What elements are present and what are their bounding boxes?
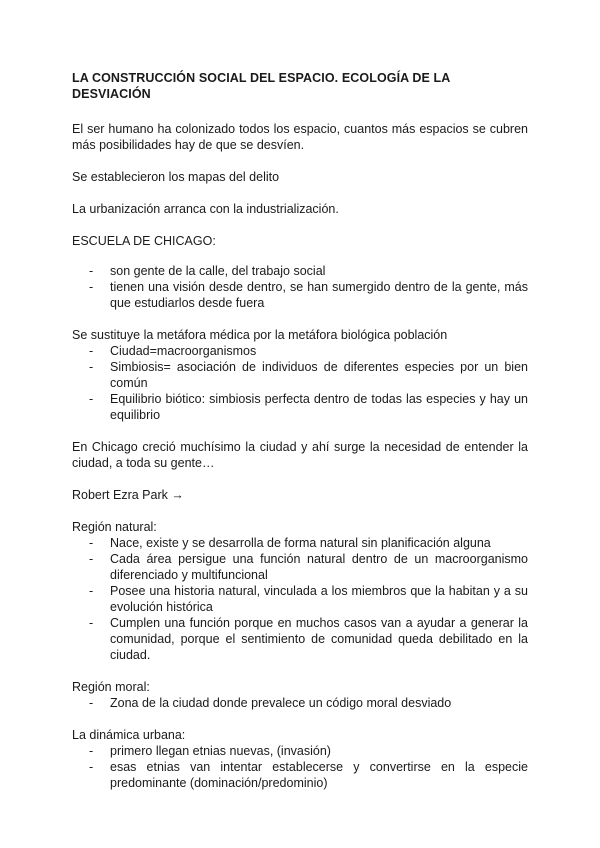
bullet-dash: - — [89, 760, 94, 774]
list-item: - Equilibrio biótico: simbiosis perfecta dentro de todas las especies y hay un equilibrio — [89, 392, 528, 422]
region-moral-heading: Región moral: — [72, 680, 150, 694]
park-paragraph: Robert Ezra Park → — [72, 488, 184, 502]
bullet-dash: - — [89, 696, 94, 710]
bullet-dash: - — [89, 744, 94, 758]
chicago-paragraph: En Chicago creció muchísimo la ciudad y ahí surge la necesidad de entender la ciudad, a toda su gente… — [72, 440, 528, 470]
bullet-dash: - — [89, 536, 94, 550]
list-item: - esas etnias van intentar establecerse y convertirse en la especie predominante (dominación/predominio) — [89, 760, 528, 790]
escuela-list — [72, 263, 528, 311]
list-item: - Posee una historia natural, vinculada a los miembros que la habitan y a su evolución histórica — [89, 584, 528, 614]
bullet-dash: - — [89, 616, 94, 630]
escuela-heading: ESCUELA DE CHICAGO: — [72, 234, 216, 248]
bullet-dash: - — [89, 584, 94, 598]
dinamica-heading: La dinámica urbana: — [72, 728, 186, 742]
dinamica-list — [72, 743, 528, 791]
region-moral-list — [72, 695, 528, 711]
document-title: LA CONSTRUCCIÓN SOCIAL DEL ESPACIO. ECOLOGÍA DE LA DESVIACIÓN — [72, 71, 450, 101]
list-item: - Cada área persigue una función natural dentro de un macroorganismo diferenciado y multifuncional — [89, 552, 528, 582]
list-item: - Simbiosis= asociación de individuos de diferentes especies por un bien común — [89, 360, 528, 390]
urbanizacion-paragraph: La urbanización arranca con la industrialización. — [72, 202, 339, 216]
region-natural-list — [72, 535, 528, 663]
list-item: - Ciudad=macroorganismos — [89, 344, 257, 358]
bullet-dash: - — [89, 552, 94, 566]
metafora-heading: Se sustituye la metáfora médica por la metáfora biológica población — [72, 328, 448, 342]
bullet-dash: - — [89, 392, 94, 406]
list-item: - Nace, existe y se desarrolla de forma natural sin planificación alguna — [89, 536, 491, 550]
list-item: - tienen una visión desde dentro, se han sumergido dentro de la gente, más que estudiarlos desde fuera — [89, 280, 528, 310]
bullet-dash: - — [89, 360, 94, 374]
list-item: - Cumplen una función porque en muchos casos van a ayudar a generar la comunidad, porque el sentimiento de comunidad queda debilitado en la ciudad. — [89, 616, 528, 662]
metafora-list — [72, 343, 528, 423]
bullet-dash: - — [89, 344, 94, 358]
list-item: - primero llegan etnias nuevas, (invasión) — [89, 744, 331, 758]
document-page — [72, 70, 528, 791]
bullet-dash: - — [89, 280, 94, 294]
mapas-paragraph: Se establecieron los mapas del delito — [72, 170, 280, 184]
intro-paragraph: El ser humano ha colonizado todos los espacio, cuantos más espacios se cubren más posibilidades hay de que se desvíen. — [72, 122, 528, 152]
list-item: - son gente de la calle, del trabajo social — [89, 264, 326, 278]
region-natural-heading: Región natural: — [72, 520, 157, 534]
list-item: - Zona de la ciudad donde prevalece un código moral desviado — [89, 696, 452, 710]
bullet-dash: - — [89, 264, 94, 278]
